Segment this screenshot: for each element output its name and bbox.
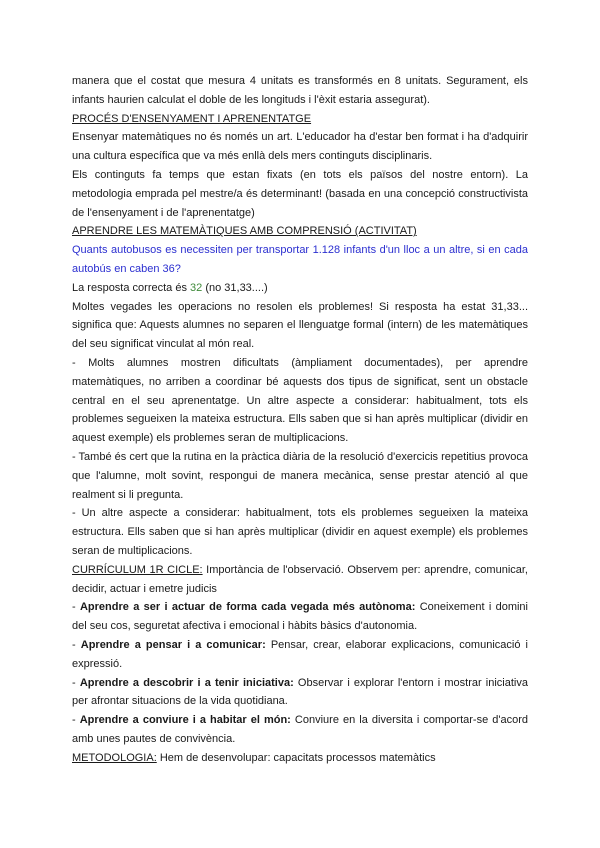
question-text: Quants autobusos es necessiten per transportar 1.128 infants d'un lloc a un altre, si en cada autobús en caben 36? [72,244,528,275]
list-item-text: Observar i explorar l'entorn i mostrar iniciativa per afrontar situacions de la vida quotidiana. [72,676,528,708]
list-item-text: Coneixement i domini del seu cos, seguretat afectiva i emocional i hàbits bàsics d'autonomia. [72,601,528,633]
curriculum-paragraph [72,561,528,599]
list-item-title: Aprendre a conviure i a habitar el món: [79,714,291,727]
paragraph-structure: - Un altre aspecte a considerar: habitualment, tots els problemes segueixen la mateixa estructura. Ells saben que si han après multiplicar (dividir en aquest exemple) els problemes seran de multiplicacions. [72,507,528,557]
list-dash: - [72,714,80,727]
list-item-text: Conviure en la diversita i comportar-se d'acord amb unes pautes de convivència. [72,714,528,745]
paragraph-routine: - També és cert que la rutina en la pràctica diària de la resolució d'exercicis repetitius provoca que l'alumne, molt sovint, respongui de manera mecànica, sense prestar atenció al que realment si li pregunta. [72,450,528,501]
list-item-text: Pensar, crear, elaborar explicacions, comunicació i expressió. [72,638,528,670]
curriculum-label: CURRÍCULUM 1R CICLE: [72,563,203,576]
list-dash: - [72,676,80,689]
curriculum-text: Importància de l'observació. Observem per: aprendre, comunicar, decidir, actuar i emetre judicis [72,563,528,595]
heading-process: PROCÉS D'ENSENYAMENT I APRENENTATGE [72,112,312,125]
answer-suffix: (no 31,33....) [202,281,268,294]
list-dash: - [72,638,81,651]
list-item-title: Aprendre a ser i actuar de forma cada vegada més autònoma: [79,601,416,614]
paragraph-teaching: Ensenyar matemàtiques no és només un art. L'educador ha d'estar ben format i ha d'adquirir una cultura específica que va més enllà dels mers continguts disciplinaris. [72,131,528,163]
answer-value: 32 [190,281,203,294]
list-item-title: Aprendre a pensar i a comunicar: [80,638,266,651]
intro-paragraph: manera que el costat que mesura 4 unitats es transformés en 8 unitats. Segurament, els infants haurien calculat el doble de les longituds i l'èxit estaria assegurat). [72,75,528,106]
heading-learning: APRENDRE LES MATEMÀTIQUES AMB COMPRENSIÓ (ACTIVITAT) [72,225,417,238]
methodology-text: Hem de desenvolupar: capacitats processos matemàtics [156,751,436,764]
paragraph-operations: Moltes vegades les operacions no resolen els problemes! Si resposta ha estat 31,33... significa que: Aquests alumnes no separen el llenguatge formal (intern) de les matemàtiques del seu significat vinculat al món real. [72,300,528,351]
answer-prefix: La resposta correcta és [72,281,191,294]
list-item [72,711,528,749]
paragraph-difficulties: - Molts alumnes mostren dificultats (àmpliament documentades), per aprendre matemàtiques, no arriben a coordinar bé aquests dos tipus de significat, sent un obstacle central en el seu aprenentatge. Un altre aspecte a considerar: habitualment, tots els problemes segueixen la mateixa estructura. Ells saben que si han après multiplicar (dividir en aquest exemple) els problemes seran de multiplicacions. [72,356,528,445]
methodology-paragraph [72,749,528,768]
list-item-title: Aprendre a descobrir i a tenir iniciativa: [79,676,294,689]
answer-line [72,279,528,298]
list-item [72,674,528,712]
methodology-label: METODOLOGIA: [72,751,157,764]
paragraph-contents: Els continguts fa temps que estan fixats (en tots els països del nostre entorn). La metodologia emprada pel mestre/a és determinant! (basada en una concepció constructivista de l'ensenyament i de l'aprenentatge) [72,168,528,219]
list-item [72,636,528,674]
list-dash: - [72,601,80,614]
list-item [72,598,528,636]
